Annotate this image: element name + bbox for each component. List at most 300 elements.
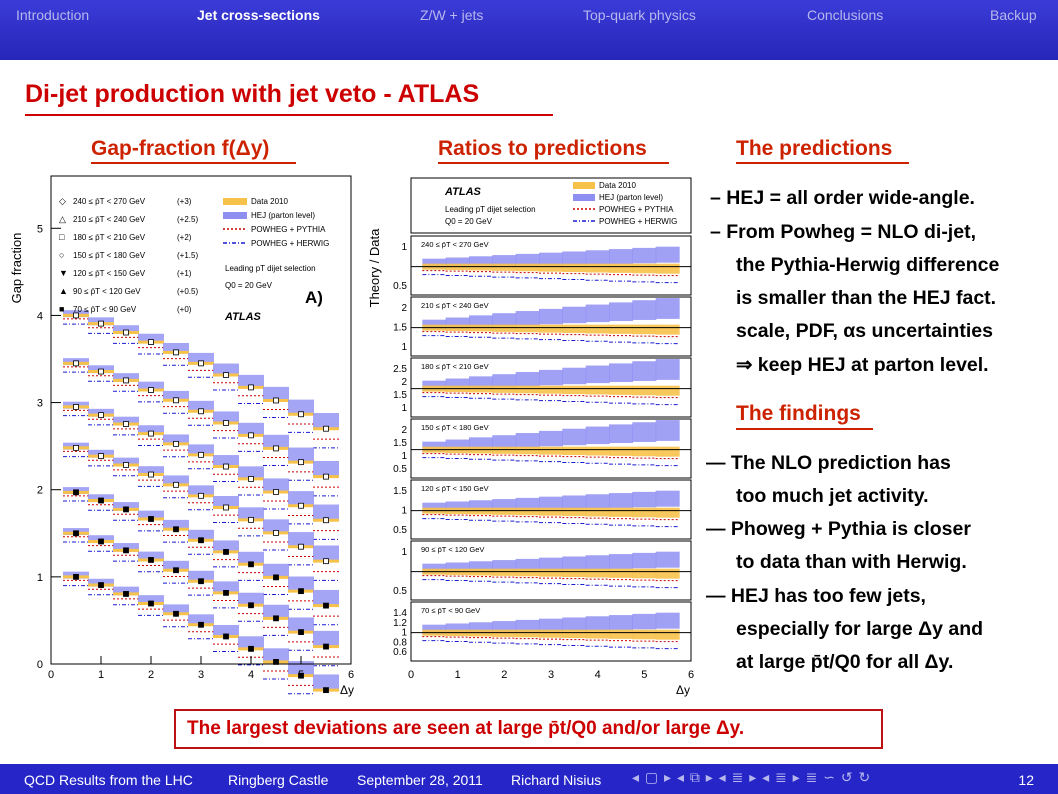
- data-point: [274, 398, 279, 403]
- x-tick-label: 1: [97, 669, 105, 681]
- data-point: [149, 557, 154, 562]
- ratio-hej-band: [492, 374, 516, 387]
- ratio-hej-band: [632, 300, 656, 320]
- ratio-data-band: [539, 264, 563, 272]
- data-point: [149, 516, 154, 521]
- data-point: [199, 361, 204, 366]
- data-point: [224, 634, 229, 639]
- legend-bin-marker: △: [59, 214, 66, 224]
- ratio-hej-band: [492, 313, 516, 326]
- data-point: [249, 646, 254, 651]
- ratio-panel-label: 150 ≤ p̄T < 180 GeV: [421, 423, 489, 432]
- gap-fraction-bin-curve: [63, 487, 339, 625]
- ratio-legend-swatch: [573, 194, 595, 201]
- ratio-data-band: [609, 630, 633, 639]
- ratio-data-band: [609, 508, 633, 517]
- ratio-y-tick-label: 0.8: [393, 637, 407, 649]
- ratio-hej-band: [656, 298, 680, 319]
- x-tick-label: 0: [47, 669, 55, 681]
- ratio-hej-band: [656, 613, 680, 629]
- ratio-y-tick-label: 1: [401, 403, 407, 414]
- ratio-data-band: [516, 508, 540, 516]
- ratio-data-band: [609, 447, 633, 456]
- ratio-data-band: [562, 264, 586, 272]
- gap-fraction-xlabel: Δy: [340, 683, 355, 697]
- ratio-x-tick-label: 3: [547, 669, 555, 681]
- ratio-data-band: [632, 630, 656, 640]
- ratio-data-band: [492, 630, 516, 637]
- ratio-hej-band: [586, 494, 610, 508]
- legend-model-label: Data 2010: [251, 197, 288, 206]
- data-point: [149, 472, 154, 477]
- ratio-data-band: [539, 386, 563, 394]
- ratio-hej-band: [562, 251, 586, 265]
- ratio-data-band: [632, 325, 656, 335]
- data-point: [199, 538, 204, 543]
- ratio-panel: [393, 480, 691, 539]
- legend-bin-offset: (+0.5): [177, 287, 199, 296]
- legend-model-label: HEJ (parton level): [251, 211, 316, 220]
- gap-fraction-bin-curve: [63, 528, 339, 666]
- ratio-data-band: [539, 569, 563, 577]
- data-point: [74, 574, 79, 579]
- nav-zw-jets[interactable]: Z/W + jets: [420, 7, 484, 23]
- ratio-hej-band: [562, 617, 586, 631]
- prediction-line-2: – From Powheg = NLO di-jet,: [710, 221, 976, 243]
- nav-introduction[interactable]: Introduction: [16, 7, 90, 23]
- data-point: [99, 321, 104, 326]
- data-point: [149, 340, 154, 345]
- ratios-atlas-label: ATLAS: [445, 186, 481, 198]
- legend-model-swatch: [223, 198, 247, 205]
- findings-heading-underline: [736, 428, 873, 430]
- ratio-y-tick-label: 0.6: [393, 647, 407, 658]
- legend-bin-offset: (+2.5): [177, 215, 199, 224]
- ratios-panels: [393, 236, 691, 661]
- ratio-hej-band: [516, 311, 540, 325]
- ratio-hej-band: [562, 429, 586, 445]
- ratio-data-band: [632, 508, 656, 518]
- legend-bin-marker: ○: [59, 250, 65, 260]
- ratio-data-band: [656, 630, 680, 640]
- ratio-data-band: [539, 325, 563, 333]
- conclusion-box: The largest deviations are seen at large p̄t/Q0 and/or large Δy.: [174, 709, 883, 749]
- ratio-data-band: [562, 508, 586, 516]
- ratio-hej-band: [632, 492, 656, 507]
- x-tick-label: 6: [347, 669, 355, 681]
- prediction-line-1: – HEJ = all order wide-angle.: [710, 187, 975, 209]
- data-point: [224, 590, 229, 595]
- data-point: [149, 388, 154, 393]
- ratio-y-tick-label: 1: [401, 342, 407, 353]
- data-point: [274, 489, 279, 494]
- footer-talk-title: QCD Results from the LHC: [24, 772, 193, 788]
- ratio-panel: [393, 419, 691, 478]
- ratio-y-tick-label: 1: [401, 242, 407, 253]
- data-point: [174, 398, 179, 403]
- footer-bar: [0, 764, 1058, 794]
- gap-fraction-bin-curve: [63, 310, 339, 448]
- legend-model-swatch: [223, 212, 247, 219]
- ratio-hej-band: [586, 366, 610, 384]
- data-point: [299, 589, 304, 594]
- ratios-plot: [363, 168, 703, 700]
- data-point: [174, 568, 179, 573]
- top-navigation-bar: [0, 0, 1058, 60]
- ratio-data-band: [562, 447, 586, 455]
- ratio-data-band: [656, 264, 680, 274]
- ratio-x-tick-label: 2: [501, 669, 508, 681]
- data-point: [74, 490, 79, 495]
- data-point: [124, 507, 129, 512]
- data-point: [124, 548, 129, 553]
- data-point: [224, 464, 229, 469]
- x-tick-label: 4: [247, 669, 255, 681]
- ratio-hej-band: [632, 553, 656, 568]
- ratio-panel-label: 90 ≤ p̄T < 120 GeV: [421, 545, 485, 554]
- data-point: [74, 404, 79, 409]
- data-point: [299, 630, 304, 635]
- data-point: [249, 517, 254, 522]
- footer-author: Richard Nisius: [511, 772, 602, 788]
- ratio-data-band: [632, 264, 656, 274]
- data-point: [174, 441, 179, 446]
- legend-bin-marker: ◇: [59, 196, 66, 206]
- ratio-data-band: [539, 630, 563, 638]
- ratio-x-tick-label: 0: [407, 669, 415, 681]
- data-point: [299, 460, 304, 465]
- data-point: [199, 409, 204, 414]
- ratio-data-band: [516, 264, 540, 272]
- prediction-line-4: is smaller than the HEJ fact.: [736, 287, 997, 309]
- page-number: 12: [1018, 772, 1034, 788]
- data-point: [199, 493, 204, 498]
- data-point: [99, 454, 104, 459]
- ratio-y-tick-label: 1.5: [393, 390, 407, 401]
- ratio-hej-band: [656, 552, 680, 568]
- data-point: [174, 527, 179, 532]
- data-point: [74, 531, 79, 536]
- gap-fraction-q0-label: Q0 = 20 GeV: [225, 281, 272, 290]
- data-point: [249, 433, 254, 438]
- ratio-y-tick-label: 0.5: [393, 464, 407, 475]
- ratio-y-tick-label: 1.5: [393, 322, 407, 334]
- ratio-data-band: [492, 264, 516, 271]
- ratio-data-band: [586, 569, 610, 578]
- data-point: [124, 462, 129, 467]
- data-point: [324, 688, 329, 693]
- ratio-y-tick-label: 2.5: [393, 364, 407, 375]
- data-point: [324, 426, 329, 431]
- data-point: [274, 616, 279, 621]
- gap-fraction-atlas-label: ATLAS: [225, 311, 261, 323]
- data-point: [324, 474, 329, 479]
- ratio-y-tick-label: 1: [401, 627, 407, 639]
- ratio-hej-band: [492, 435, 516, 448]
- ratio-hej-band: [562, 495, 586, 509]
- ratio-data-band: [656, 325, 680, 335]
- legend-bin-offset: (+1.5): [177, 251, 199, 260]
- ratio-data-band: [586, 325, 610, 334]
- nav-top-quark-physics[interactable]: Top-quark physics: [583, 7, 696, 23]
- ratio-data-band: [586, 264, 610, 273]
- data-point: [149, 601, 154, 606]
- gap-fraction-ylabel: Gap fraction: [9, 232, 24, 304]
- ratio-hej-band: [609, 615, 633, 630]
- legend-bin-offset: (+3): [177, 197, 192, 206]
- ratio-data-band: [562, 569, 586, 577]
- ratio-panel-label: 120 ≤ p̄T < 150 GeV: [421, 484, 489, 493]
- nav-backup[interactable]: Backup: [990, 7, 1037, 23]
- gap-fraction-heading: Gap-fraction f(Δy): [91, 137, 270, 160]
- ratio-y-tick-label: 2: [401, 377, 407, 388]
- ratio-data-band: [586, 386, 610, 395]
- legend-bin-label: 180 ≤ p̄T < 210 GeV: [73, 233, 146, 242]
- data-point: [174, 611, 179, 616]
- ratio-hej-band: [562, 368, 586, 384]
- data-point: [249, 603, 254, 608]
- ratio-hej-band: [539, 431, 563, 446]
- ratio-hej-band: [586, 555, 610, 569]
- ratio-y-tick-label: 1.4: [393, 608, 407, 619]
- data-point: [99, 369, 104, 374]
- ratio-data-band: [492, 569, 516, 576]
- finding-line-7: at large p̄t/Q0 for all Δy.: [736, 651, 954, 673]
- ratio-data-band: [656, 447, 680, 457]
- ratio-hej-band: [539, 309, 563, 324]
- legend-bin-label: 90 ≤ p̄T < 120 GeV: [73, 287, 141, 296]
- data-point: [249, 476, 254, 481]
- ratio-hej-band: [516, 372, 540, 386]
- ratio-data-band: [656, 569, 680, 579]
- slide-title: Di-jet production with jet veto - ATLAS: [25, 80, 480, 108]
- legend-bin-label: 120 ≤ p̄T < 150 GeV: [73, 269, 146, 278]
- data-point: [74, 445, 79, 450]
- ratio-panel: [393, 297, 691, 356]
- ratio-data-band: [609, 569, 633, 578]
- ratio-hej-band: [609, 302, 633, 321]
- ratio-hej-band: [539, 370, 563, 385]
- ratio-panel-label: 240 ≤ p̄T < 270 GeV: [421, 240, 489, 249]
- predictions-heading-underline: [736, 162, 909, 164]
- ratio-data-band: [492, 325, 516, 332]
- legend-bin-marker: ▼: [59, 268, 68, 278]
- ratio-y-tick-label: 1.2: [393, 617, 407, 629]
- data-point: [274, 575, 279, 580]
- gap-fraction-plot: [5, 168, 365, 700]
- ratio-data-band: [632, 386, 656, 396]
- data-point: [274, 530, 279, 535]
- ratio-hej-band: [632, 422, 656, 442]
- ratio-panel-label: 70 ≤ p̄T < 90 GeV: [421, 606, 481, 615]
- x-tick-label: 3: [197, 669, 205, 681]
- ratio-y-tick-label: 2: [401, 425, 407, 436]
- data-point: [299, 544, 304, 549]
- legend-bin-marker: ■: [59, 304, 65, 314]
- ratios-heading: Ratios to predictions: [438, 137, 647, 160]
- ratio-hej-band: [656, 359, 680, 380]
- ratio-hej-band: [632, 248, 656, 263]
- ratio-hej-band: [632, 614, 656, 629]
- nav-conclusions[interactable]: Conclusions: [807, 7, 884, 23]
- data-point: [249, 385, 254, 390]
- ratio-hej-band: [586, 427, 610, 445]
- ratio-data-band: [516, 386, 540, 394]
- legend-model-label: POWHEG + HERWIG: [251, 239, 330, 248]
- findings-heading: The findings: [736, 402, 861, 425]
- gap-fraction-heading-underline: [91, 162, 296, 164]
- ratio-x-tick-label: 4: [594, 669, 601, 681]
- legend-bin-offset: (+0): [177, 305, 192, 314]
- ratio-hej-band: [586, 250, 610, 264]
- ratio-legend-label: HEJ (parton level): [599, 193, 664, 202]
- gap-fraction-bands: [63, 310, 339, 700]
- data-point: [174, 350, 179, 355]
- ratio-hej-band: [609, 424, 633, 443]
- legend-bin-marker: □: [59, 232, 65, 242]
- gap-fraction-legend: [59, 196, 329, 314]
- ratio-data-band: [632, 569, 656, 579]
- ratio-hej-band: [632, 361, 656, 381]
- ratio-hej-band: [656, 420, 680, 441]
- prediction-line-5: scale, PDF, αs uncertainties: [736, 320, 993, 342]
- title-underline: [25, 114, 553, 116]
- data-point: [324, 644, 329, 649]
- finding-line-3: — Phoweg + Pythia is closer: [706, 518, 971, 540]
- ratio-panel-label: 180 ≤ p̄T < 210 GeV: [421, 362, 489, 371]
- ratio-data-band: [656, 508, 680, 518]
- ratio-data-band: [516, 325, 540, 333]
- data-point: [124, 378, 129, 383]
- legend-bin-marker: ▲: [59, 286, 68, 296]
- x-tick-label: 2: [147, 669, 155, 681]
- ratio-panel: [393, 541, 691, 600]
- data-point: [324, 518, 329, 523]
- ratio-data-band: [492, 386, 516, 393]
- ratio-hej-band: [562, 556, 586, 570]
- ratio-data-band: [516, 447, 540, 455]
- ratio-hej-band: [586, 305, 610, 323]
- data-point: [99, 498, 104, 503]
- ratio-hej-band: [516, 433, 540, 447]
- data-point: [299, 503, 304, 508]
- data-point: [324, 603, 329, 608]
- ratio-legend-swatch: [573, 182, 595, 189]
- ratio-hej-band: [609, 363, 633, 382]
- ratio-y-tick-label: 1: [401, 547, 407, 558]
- ratio-legend-label: POWHEG + HERWIG: [599, 217, 678, 226]
- y-tick-label: 4: [36, 310, 43, 323]
- ratio-hej-band: [609, 554, 633, 569]
- data-point: [174, 482, 179, 487]
- gap-fraction-panel-tag: A): [305, 288, 323, 307]
- data-point: [124, 422, 129, 427]
- ratio-data-band: [562, 325, 586, 333]
- ratio-panel: [393, 602, 691, 661]
- ratio-x-tick-label: 1: [454, 669, 461, 681]
- y-tick-label: 1: [36, 571, 43, 584]
- finding-line-4: to data than with Herwig.: [736, 551, 967, 573]
- beamer-navigation-icons[interactable]: ◂ ▢ ▸ ◂ ⧉ ▸ ◂ ≣ ▸ ◂ ≣ ▸ ≣ ∽ ↺ ↻: [632, 769, 872, 785]
- ratio-data-band: [609, 325, 633, 334]
- prediction-line-6: ⇒ keep HEJ at parton level.: [736, 354, 989, 376]
- ratio-y-tick-label: 1.5: [393, 486, 407, 497]
- legend-bin-label: 150 ≤ p̄T < 180 GeV: [73, 251, 146, 260]
- gap-fraction-bin-curve: [63, 358, 339, 496]
- ratios-xlabel: Δy: [676, 683, 691, 697]
- data-point: [74, 361, 79, 366]
- ratio-y-tick-label: 1: [401, 505, 407, 517]
- ratio-data-band: [586, 508, 610, 517]
- predictions-heading: The predictions: [736, 137, 893, 160]
- data-point: [99, 583, 104, 588]
- data-point: [249, 562, 254, 567]
- ratio-data-band: [586, 630, 610, 639]
- ratio-data-band: [609, 386, 633, 395]
- ratio-y-tick-label: 1: [401, 451, 407, 462]
- ratio-hej-band: [609, 493, 633, 508]
- ratio-x-tick-label: 5: [641, 669, 648, 681]
- data-point: [199, 452, 204, 457]
- finding-line-1: — The NLO prediction has: [706, 452, 951, 474]
- ratio-hej-band: [609, 249, 633, 264]
- data-point: [124, 591, 129, 596]
- ratio-data-band: [632, 447, 656, 457]
- ratio-y-tick-label: 0.5: [393, 525, 407, 536]
- ratios-x-axis: [408, 669, 694, 681]
- data-point: [224, 549, 229, 554]
- ratio-legend-label: Data 2010: [599, 181, 636, 190]
- legend-bin-offset: (+1): [177, 269, 192, 278]
- data-point: [124, 330, 129, 335]
- footer-venue: Ringberg Castle: [228, 772, 329, 788]
- ratio-legend-label: POWHEG + PYTHIA: [599, 205, 674, 214]
- ratio-data-band: [516, 569, 540, 577]
- finding-line-5: — HEJ has too few jets,: [706, 585, 926, 607]
- footer-date: September 28, 2011: [357, 772, 483, 788]
- ratio-y-tick-label: 1.5: [393, 438, 407, 449]
- ratios-legend: [573, 181, 677, 226]
- ratio-x-tick-label: 6: [687, 669, 695, 681]
- ratios-ylabel: Theory / Data: [367, 228, 382, 308]
- x-tick-label: 5: [297, 669, 305, 681]
- ratio-data-band: [562, 386, 586, 394]
- legend-bin-offset: (+2): [177, 233, 192, 242]
- data-point: [149, 431, 154, 436]
- data-point: [324, 559, 329, 564]
- nav-jet-cross-sections[interactable]: Jet cross-sections: [197, 7, 320, 23]
- ratio-data-band: [562, 630, 586, 638]
- data-point: [299, 412, 304, 417]
- ratio-data-band: [586, 447, 610, 456]
- legend-bin-label: 70 ≤ p̄T < 90 GeV: [73, 305, 137, 314]
- ratio-data-band: [609, 264, 633, 273]
- ratio-hej-band: [586, 616, 610, 630]
- ratio-data-band: [516, 630, 540, 638]
- data-point: [199, 622, 204, 627]
- y-tick-label: 0: [36, 659, 43, 671]
- data-point: [224, 505, 229, 510]
- gap-fraction-bin-curve: [63, 402, 339, 540]
- finding-line-6: especially for large Δy and: [736, 618, 984, 640]
- ratio-panel-label: 210 ≤ p̄T < 240 GeV: [421, 301, 489, 310]
- ratio-data-band: [656, 386, 680, 396]
- data-point: [224, 373, 229, 378]
- ratio-data-band: [492, 447, 516, 454]
- finding-line-2: too much jet activity.: [736, 485, 929, 507]
- ratio-y-tick-label: 2: [401, 303, 407, 314]
- data-point: [99, 539, 104, 544]
